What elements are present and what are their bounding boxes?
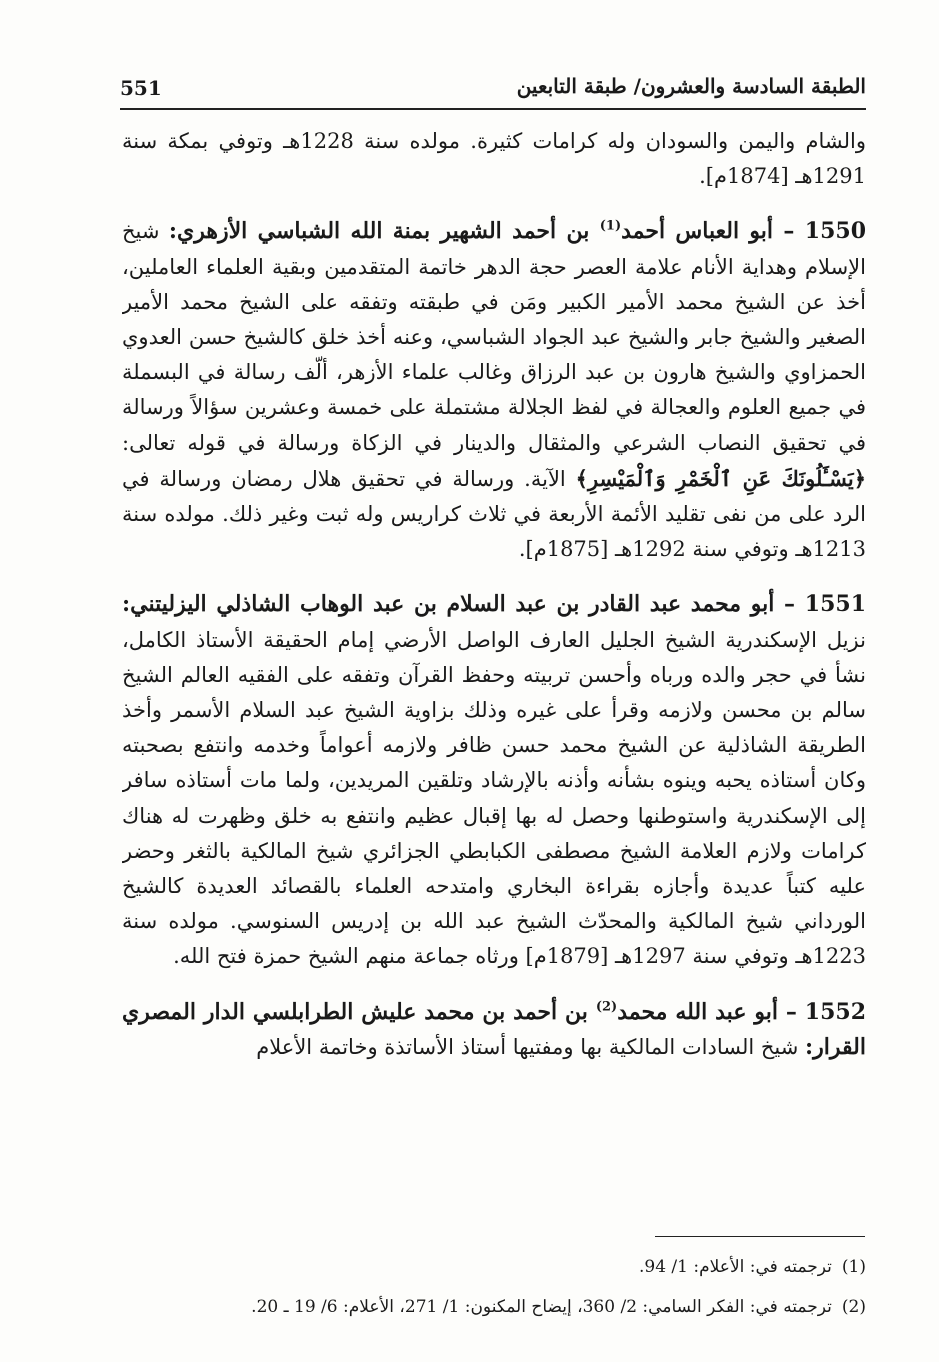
entry-number: 1552 [804,998,866,1025]
footnote-ref[interactable]: (2) [595,999,618,1015]
entry-1551 [122,587,866,974]
entry-name: أبو العباس أحمد [621,218,774,245]
entry-name-rest: بن أحمد بن محمد عليش الطرابلسي الدار المصري القرار: [122,998,866,1060]
entry-heading: 1551 – أبو محمد عبد القادر بن عبد السلام بن عبد الوهاب الشاذلي اليزليتني: [122,591,866,618]
intro-paragraph: والشام واليمن والسودان وله كرامات كثيرة. مولده سنة 1228هـ وتوفي بمكة سنة 1291هـ [1874م]. [122,129,866,189]
footnotes [122,1240,866,1328]
entry-number: 1550 [804,218,866,245]
footnote-ref[interactable]: (1) [599,219,622,235]
entry-name: أبو محمد عبد القادر بن عبد السلام بن عبد الوهاب الشاذلي اليزليتني: [122,591,775,618]
footnote-mark: (1) [841,1257,866,1277]
entry-1550 [122,214,866,567]
footnote-mark: (2) [841,1297,866,1317]
footnote-text: ترجمته في: الأعلام: 1/ 94. [638,1257,832,1277]
entry-text-cont: الآية. ورسالة في تحقيق هلال رمضان ورسالة في الرد على من نفى تقليد الأئمة الأربعة في ثلاث كراريس وله ثبت وغير ذلك. مولده سنة 1213هـ وتوفي سنة 1292هـ [1875م]. [122,466,866,562]
entry-number: 1551 [804,591,866,618]
footnote-2 [122,1294,866,1320]
entry-heading: 1550 – أبو العباس أحمد$^{(1)}$ بن أحمد الشهير بمنة الله الشباسي الأزهري: [168,218,866,245]
entry-text: شيخ السادات المالكية بها ومفتيها أستاذ الأساتذة وخاتمة الأعلام [256,1034,799,1059]
page-number: 551 [120,76,162,100]
footnote-rule [655,1236,865,1237]
page-header [120,72,866,108]
entry-name: أبو عبد الله محمد [617,998,778,1025]
entry-heading: 1552 – أبو عبد الله محمد$^{(2)}$ بن أحمد بن محمد عليش الطرابلسي الدار المصري القرار: [122,998,866,1060]
footnote-text: ترجمته في: الفكر السامي: 2/ 360، إيضاح المكنون: 1/ 271، الأعلام: 6/ 19 ـ 20. [251,1297,832,1317]
quran-verse: ﴿يَسْـَٔلُونَكَ عَنِ ٱلْخَمْرِ وَٱلْمَيْسِرِ﴾ [575,465,866,491]
entry-text: نزيل الإسكندرية الشيخ الجليل العارف الواصل الأرضي إمام الحقيقة الأستاذ الكامل، نشأ في حجر والده ورباه وأحسن تربيته وحفظ القرآن وتفقه على الفقيه العالم الشيخ سالم بن محسن ولازمه وقرأ على غيره وذلك بزاوية الشيخ عبد السلام الأسمر وأخذ الطريقة الشاذلية عن الشيخ محمد حسن ظافر ولازمه أعواماً وخدمه وانتفع بصحبته وكان أستاذه يحبه وينوه بشأنه وأذنه بالإرشاد وتلقين المريدين، ولما مات أستاذه سافر إلى الإسكندرية واستوطنها وحصل له بها إقبال عظيم وانتفع به خلق وظهرت له هناك كرامات ولازم العلامة الشيخ مصطفى الكبابطي الجزائري شيخ المالكية بالثغر وحضر عليه كتباً عديدة وأجازه بقراءة البخاري وامتدحه العلماء بالقصائد العديدة كالشيخ الورداني شيخ المالكية والمحدّث الشيخ عبد الله بن إدريس السنوسي. مولده سنة 1223هـ وتوفي سنة 1297هـ [1879م] ورثاه جماعة منهم الشيخ حمزة فتح الله. [122,627,866,969]
entry-1552 [122,995,866,1065]
main-text [122,124,866,1224]
running-head: الطبقة السادسة والعشرون/ طبقة التابعين [516,74,866,98]
entry-name-rest: بن أحمد الشهير بمنة الله الشباسي الأزهري: [168,218,590,245]
entry-text: شيخ الإسلام وهداية الأنام علامة العصر حجة الدهر خاتمة المتقدمين وبقية العلماء العاملين، أخذ عن الشيخ محمد الأمير الكبير ومَن في طبقته وتفقه على الشيخ محمد الأمير الصغير والشيخ جابر والشيخ عبد الجواد الشباسي، وعنه أخذ خلق كالشيخ حسن العدوي الحمزاوي والشيخ هارون بن عبد الرزاق وغالب علماء الأزهر، ألّف رسالة في البسملة في جميع العلوم والعجالة في لفظ الجلالة مشتملة على خمسة وعشرين سؤالاً ورسالة في تحقيق النصاب الشرعي والمثقال والدينار في الزكاة ورسالة في قوله تعالى: [122,219,866,455]
footnote-1 [122,1254,866,1280]
header-rule [120,108,866,110]
